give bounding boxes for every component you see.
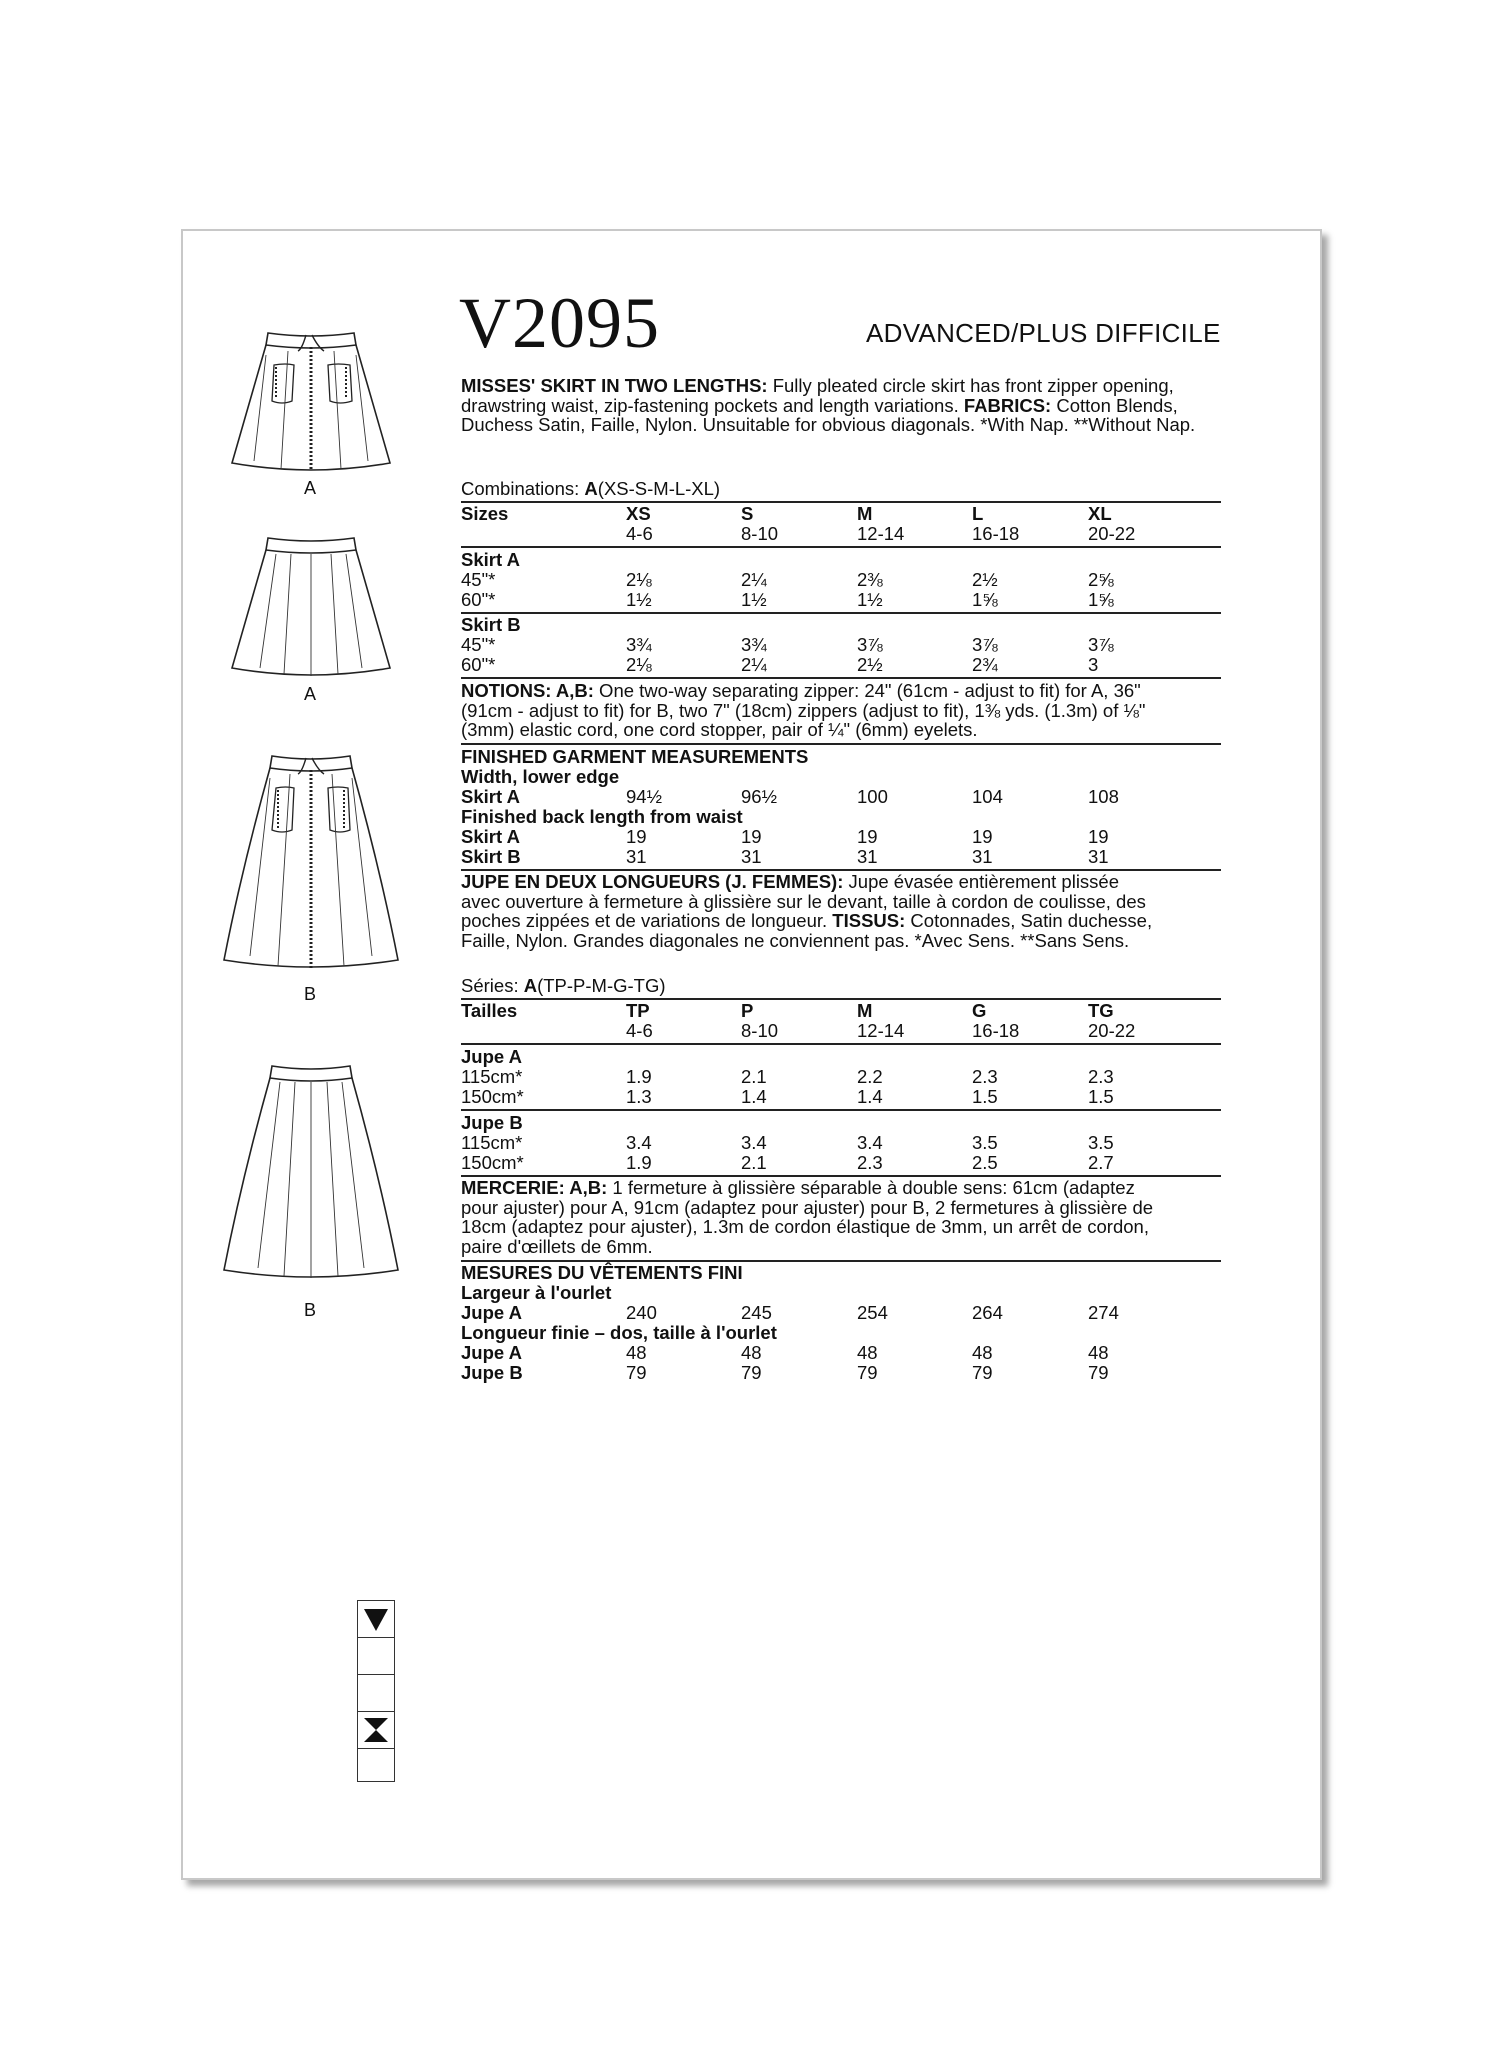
- measurement-value: 48: [972, 1342, 993, 1363]
- notions: [461, 681, 1221, 740]
- yardage-value: 1.4: [741, 1086, 767, 1107]
- pattern-number: V2095: [459, 283, 660, 363]
- hourglass-icon: [358, 1712, 394, 1748]
- description-line: poches zippées et de variations de longueur.: [461, 910, 833, 931]
- measurement-value: 19: [626, 826, 647, 847]
- length-row: [461, 1362, 1221, 1382]
- pattern-symbol-legend: [357, 1600, 395, 1782]
- yardage-value: 3¾: [626, 634, 652, 655]
- legend-cell: [358, 1749, 394, 1785]
- yardage-value: 2.3: [972, 1066, 998, 1087]
- yardage-row: [461, 654, 1221, 674]
- measurement-value: 48: [857, 1342, 878, 1363]
- size-code: L: [972, 503, 984, 524]
- notions-heading: NOTIONS: A,B:: [461, 680, 594, 701]
- divider: [461, 546, 1221, 548]
- width-row: [461, 1302, 1221, 1322]
- sizes-label: Tailles: [461, 1000, 518, 1021]
- measurement-value: 19: [1088, 826, 1109, 847]
- yardage-value: 2.2: [857, 1066, 883, 1087]
- size-code: S: [741, 503, 754, 524]
- length-heading-text: Longueur finie – dos, taille à l'ourlet: [461, 1322, 777, 1343]
- measurement-value: 94½: [626, 786, 663, 807]
- mercerie-line: pour ajuster) pour A, 91cm (adaptez pour ajuster) pour B, 2 fermetures à glissière de: [461, 1196, 1154, 1218]
- size-number: 8-10: [741, 523, 779, 544]
- yardage-value: 3.4: [857, 1132, 883, 1153]
- series-prefix: Séries:: [461, 975, 524, 996]
- yardage-value: 2½: [857, 654, 883, 675]
- legend-cell: [358, 1675, 394, 1712]
- yardage-value: 1⅝: [1088, 589, 1114, 610]
- measurement-value: 31: [857, 846, 878, 867]
- measurement-value: 245: [741, 1302, 772, 1323]
- measurement-value: 31: [1088, 846, 1109, 867]
- fabric-width: 60"*: [461, 654, 496, 675]
- notions-line: (91cm - adjust to fit) for B, two 7" (18cm) zippers (adjust to fit), 1⅜ yds. (1.3m) of ⅛": [461, 699, 1146, 721]
- finished-heading-text: FINISHED GARMENT MEASUREMENTS: [461, 746, 809, 767]
- mercerie-line: 18cm (adaptez pour ajuster), 1.3m de cordon élastique de 3mm, un arrêt de cordon,: [461, 1216, 1149, 1237]
- yardage-value: 2⅜: [857, 569, 883, 590]
- fabric-width: 45"*: [461, 634, 496, 655]
- series-sizes: (TP-P-M-G-TG): [537, 975, 666, 996]
- yardage-value: 3⅞: [1088, 634, 1114, 655]
- mercerie-heading: MERCERIE: A,B:: [461, 1177, 608, 1198]
- combinations: [461, 478, 720, 500]
- yardage-value: 2¼: [741, 569, 767, 590]
- finished-heading: [461, 746, 1221, 766]
- jupe-b-label: Jupe B: [461, 1112, 523, 1133]
- yardage-value: 3.5: [972, 1132, 998, 1153]
- width-heading-text: Largeur à l'ourlet: [461, 1282, 612, 1303]
- sizes-label: Sizes: [461, 503, 509, 524]
- yardage-value: 2¾: [972, 654, 998, 675]
- measurement-value: 108: [1088, 786, 1119, 807]
- size-code: TG: [1088, 1000, 1114, 1021]
- measurement-value: 31: [972, 846, 993, 867]
- legend-cell: [358, 1638, 394, 1675]
- length-row: [461, 846, 1221, 866]
- yardage-row: [461, 1066, 1221, 1086]
- length-row: [461, 826, 1221, 846]
- divider: [461, 677, 1221, 679]
- jupe-a-label: Jupe A: [461, 1046, 522, 1067]
- sizes-header-row: [461, 503, 1221, 523]
- yardage-value: 1.3: [626, 1086, 652, 1107]
- mercerie-line: 1 fermeture à glissière séparable à double sens: 61cm (adaptez: [607, 1177, 1135, 1198]
- skirt-b-front-sketch: [220, 748, 402, 974]
- jupe-b-label-row: [461, 1112, 1221, 1132]
- yardage-value: 1½: [857, 589, 883, 610]
- series-view: A: [523, 975, 538, 996]
- row-label: Skirt A: [461, 786, 520, 807]
- measurement-value: 48: [741, 1342, 762, 1363]
- sizes-header-row: [461, 1000, 1221, 1020]
- finished-heading: [461, 1262, 1221, 1282]
- divider: [461, 1043, 1221, 1045]
- skirt-a-label-row: [461, 549, 1221, 569]
- yardage-value: 2.1: [741, 1152, 767, 1173]
- yardage-value: 1.4: [857, 1086, 883, 1107]
- series: [461, 975, 666, 997]
- description-heading: MISSES' SKIRT IN TWO LENGTHS:: [461, 375, 768, 396]
- measurement-value: 48: [1088, 1342, 1109, 1363]
- sketch-label: A: [303, 684, 316, 704]
- finished-heading-text: MESURES DU VÊTEMENTS FINI: [461, 1262, 743, 1283]
- width-heading: [461, 766, 1221, 786]
- measurement-value: 79: [626, 1362, 647, 1383]
- yardage-value: 1.9: [626, 1066, 652, 1087]
- size-number: 16-18: [972, 523, 1020, 544]
- size-code: TP: [626, 1000, 650, 1021]
- yardage-value: 1.5: [972, 1086, 998, 1107]
- yardage-value: 2.3: [1088, 1066, 1114, 1087]
- skirt-b-label-row: [461, 614, 1221, 634]
- skirt-b-back-sketch: [220, 1058, 402, 1284]
- yardage-value: 3⅞: [972, 634, 998, 655]
- combinations-sizes: (XS-S-M-L-XL): [597, 478, 721, 499]
- yardage-value: 2¼: [741, 654, 767, 675]
- row-label: Skirt A: [461, 826, 520, 847]
- yardage-value: 1⅝: [972, 589, 998, 610]
- measurement-value: 274: [1088, 1302, 1119, 1323]
- notions-line: One two-way separating zipper: 24" (61cm - adjust to fit) for A, 36": [593, 680, 1141, 701]
- yardage-value: 1½: [741, 589, 767, 610]
- yardage-row: [461, 1152, 1221, 1172]
- fabric-width: 60"*: [461, 589, 496, 610]
- yardage-value: 3.5: [1088, 1132, 1114, 1153]
- yardage-value: 2.5: [972, 1152, 998, 1173]
- english-description: [461, 376, 1221, 435]
- row-label: Jupe B: [461, 1362, 523, 1383]
- size-number: 8-10: [741, 1020, 779, 1041]
- measurement-value: 79: [741, 1362, 762, 1383]
- notions-line: (3mm) elastic cord, one cord stopper, pair of ¼" (6mm) eyelets.: [461, 719, 978, 740]
- fabric-width: 150cm*: [461, 1152, 524, 1173]
- size-numbers-row: [461, 1020, 1221, 1040]
- size-code: M: [857, 1000, 873, 1021]
- fabrics-heading: TISSUS:: [832, 910, 906, 931]
- fabrics-heading: FABRICS:: [963, 394, 1052, 416]
- yardage-value: 2.3: [857, 1152, 883, 1173]
- yardage-value: 2.1: [741, 1066, 767, 1087]
- width-row: [461, 786, 1221, 806]
- description-line: avec ouverture à fermeture à glissière sur le devant, taille à cordon de coulisse, des: [461, 890, 1146, 912]
- length-heading: [461, 1322, 1221, 1342]
- measurement-value: 79: [1088, 1362, 1109, 1383]
- measurement-value: 100: [857, 786, 888, 807]
- fabric-width: 150cm*: [461, 1086, 524, 1107]
- fabrics-text: Cotonnades, Satin duchesse,: [905, 910, 1153, 931]
- jupe-a-label-row: [461, 1046, 1221, 1066]
- yardage-row: [461, 589, 1221, 609]
- row-label: Skirt B: [461, 846, 521, 867]
- yardage-row: [461, 569, 1221, 589]
- measurement-value: 31: [626, 846, 647, 867]
- size-numbers-row: [461, 523, 1221, 543]
- skirt-a-back-sketch: [226, 530, 396, 682]
- measurement-value: 96½: [741, 786, 778, 807]
- fabric-width: 115cm*: [461, 1132, 523, 1153]
- fabric-width: 45"*: [461, 569, 496, 590]
- size-number: 20-22: [1088, 523, 1136, 544]
- skirt-b-label: Skirt B: [461, 614, 521, 635]
- size-number: 4-6: [626, 523, 653, 544]
- combinations-prefix: Combinations:: [461, 478, 585, 499]
- measurement-value: 19: [972, 826, 993, 847]
- size-code: M: [857, 503, 873, 524]
- sketch-label: A: [303, 478, 316, 498]
- yardage-value: 3.4: [741, 1132, 767, 1153]
- measurement-value: 19: [741, 826, 762, 847]
- combinations-view: A: [584, 478, 598, 499]
- legend-cell: [358, 1712, 394, 1749]
- legend-cell: [358, 1601, 394, 1638]
- row-label: Jupe A: [461, 1342, 522, 1363]
- length-heading-text: Finished back length from waist: [461, 806, 743, 827]
- description-line: Jupe évasée entièrement plissée: [843, 871, 1120, 892]
- french-description: [461, 872, 1221, 950]
- yardage-value: 3⅞: [857, 634, 883, 655]
- measurement-value: 48: [626, 1342, 647, 1363]
- width-heading-text: Width, lower edge: [461, 766, 620, 787]
- mercerie-line: paire d'œillets de 6mm.: [461, 1235, 653, 1257]
- size-code: XL: [1088, 503, 1112, 524]
- size-number: 16-18: [972, 1020, 1020, 1041]
- sketch-label: B: [303, 984, 316, 1004]
- mercerie: [461, 1178, 1221, 1256]
- width-heading: [461, 1282, 1221, 1302]
- yardage-row: [461, 634, 1221, 654]
- measurement-value: 31: [741, 846, 762, 867]
- yardage-value: 2⅝: [1088, 569, 1114, 590]
- yardage-value: 1.9: [626, 1152, 652, 1173]
- yardage-value: 3: [1088, 654, 1099, 675]
- size-number: 4-6: [626, 1020, 653, 1041]
- size-code: P: [741, 1000, 754, 1021]
- yardage-value: 1.5: [1088, 1086, 1114, 1107]
- description-text: Fully pleated circle skirt has front zipper opening, drawstring waist, zip-fastening pockets and length variations.: [461, 375, 1174, 416]
- fabrics-text: Cotton Blends, Duchess Satin, Faille, Nylon. Unsuitable for obvious diagonals. *With Nap. **Without Nap.: [461, 394, 1196, 435]
- measurement-value: 79: [857, 1362, 878, 1383]
- yardage-row: [461, 1132, 1221, 1152]
- fabric-width: 115cm*: [461, 1066, 523, 1087]
- measurement-value: 104: [972, 786, 1003, 807]
- skirt-a-label: Skirt A: [461, 549, 520, 570]
- triangle-down-icon: [358, 1601, 394, 1637]
- yardage-value: 2.7: [1088, 1152, 1114, 1173]
- length-heading: [461, 806, 1221, 826]
- divider: [461, 743, 1221, 745]
- yardage-row: [461, 1086, 1221, 1106]
- row-label: Jupe A: [461, 1302, 522, 1323]
- size-code: G: [972, 1000, 987, 1021]
- size-number: 20-22: [1088, 1020, 1136, 1041]
- difficulty-label: ADVANCED/PLUS DIFFICILE: [866, 318, 1221, 348]
- size-number: 12-14: [857, 1020, 905, 1041]
- measurement-value: 79: [972, 1362, 993, 1383]
- sketch-label: B: [303, 1300, 316, 1320]
- size-code: XS: [626, 503, 651, 524]
- yardage-value: 2⅛: [626, 569, 652, 590]
- description-heading: JUPE EN DEUX LONGUEURS (J. FEMMES):: [461, 871, 844, 892]
- length-row: [461, 1342, 1221, 1362]
- divider: [461, 1109, 1221, 1111]
- measurement-value: 254: [857, 1302, 888, 1323]
- yardage-value: 2⅛: [626, 654, 652, 675]
- yardage-value: 3¾: [741, 634, 767, 655]
- measurement-value: 240: [626, 1302, 657, 1323]
- yardage-value: 2½: [972, 569, 998, 590]
- yardage-value: 1½: [626, 589, 652, 610]
- measurement-value: 264: [972, 1302, 1003, 1323]
- yardage-value: 3.4: [626, 1132, 652, 1153]
- size-number: 12-14: [857, 523, 905, 544]
- skirt-a-front-sketch: [226, 325, 396, 477]
- measurement-value: 19: [857, 826, 878, 847]
- fabrics-text: Faille, Nylon. Grandes diagonales ne conviennent pas. *Avec Sens. **Sans Sens.: [461, 929, 1130, 951]
